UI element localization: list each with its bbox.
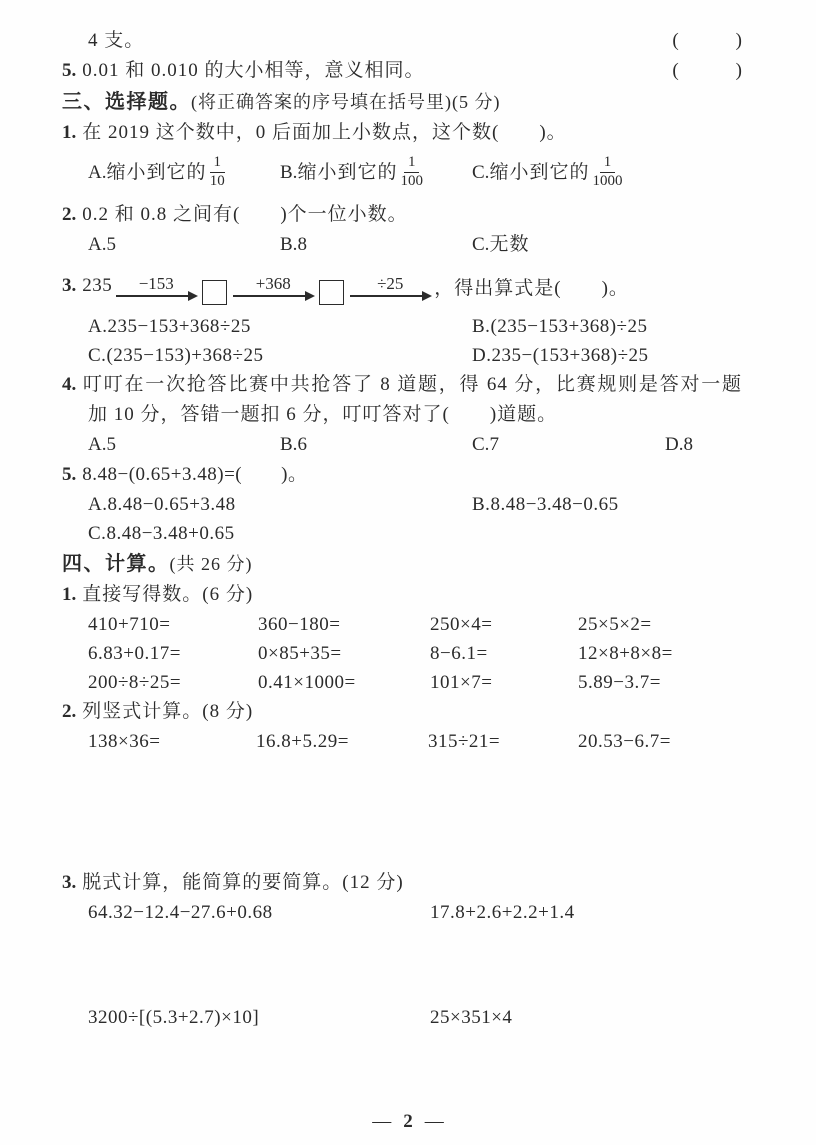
diagram-step-2	[233, 275, 313, 297]
option-a: A.235−153+368÷25	[88, 316, 251, 337]
judge-item-4	[62, 26, 742, 56]
right-arrow-icon	[233, 295, 313, 297]
calc-expression: 12×8+8×8=	[578, 643, 673, 664]
question-3-tail: ，得出算式是( )。	[434, 277, 629, 299]
option-b	[280, 156, 472, 192]
calc-part-1-number: 1.	[62, 584, 77, 605]
question-1-options	[62, 148, 742, 200]
calc-expression: 0.41×1000=	[258, 672, 356, 693]
diagram-step-3	[350, 275, 430, 297]
question-5-text: 8.48−(0.65+3.48)=( )。	[82, 464, 308, 485]
calc-part-3-number: 3.	[62, 872, 77, 893]
judge-item-4-answer-brackets: ( )	[672, 30, 742, 51]
step-calc-row-2	[62, 1003, 742, 1032]
calc-expression: 250×4=	[430, 614, 493, 635]
calc-part-1-text: 直接写得数。(6 分)	[82, 584, 254, 605]
question-4-line-1	[62, 370, 742, 400]
calc-expression: 25×5×2=	[578, 614, 652, 635]
calc-part-1-label	[62, 580, 742, 610]
step-calc-row-1	[62, 898, 742, 927]
question-2-text: 0.2 和 0.8 之间有( )个一位小数。	[82, 204, 408, 225]
option-c: C.7	[472, 434, 499, 455]
option-c: C.8.48−3.48+0.65	[88, 523, 235, 544]
fraction-1-100: $\frac{1}{100}$	[400, 154, 423, 189]
option-b: B.(235−153+368)÷25	[472, 316, 648, 337]
question-4-text-line-2: 加 10 分，答错一题扣 6 分，叮叮答对了( )道题。	[88, 404, 558, 425]
diagram-step-1	[116, 275, 196, 297]
judge-item-5-number: 5.	[62, 60, 77, 81]
calc-expression: 101×7=	[430, 672, 493, 693]
calc-expression: 138×36=	[88, 731, 161, 752]
section-3-header	[62, 86, 742, 118]
option-d: D.8	[665, 434, 693, 455]
footer-dash-right: —	[424, 1111, 444, 1132]
calc-expression: 17.8+2.6+2.2+1.4	[430, 902, 575, 923]
option-a: A.5	[88, 434, 116, 455]
arrow-label-plus-368: +368	[255, 274, 291, 293]
question-4-options	[62, 430, 742, 460]
calc-expression: 200÷8÷25=	[88, 672, 182, 693]
question-3	[62, 260, 742, 312]
question-4-number: 4.	[62, 374, 77, 395]
arrow-label-minus-153: −153	[138, 274, 174, 293]
option-c-label: C.	[472, 162, 490, 184]
option-a-text: 缩小到它的	[106, 162, 207, 184]
question-1	[62, 118, 742, 148]
right-arrow-icon	[116, 295, 196, 297]
question-3-options-row-1	[62, 312, 742, 341]
option-a	[88, 156, 280, 192]
judge-item-5-text: 0.01 和 0.010 的大小相等，意义相同。	[82, 60, 425, 81]
answer-box-1	[202, 280, 227, 305]
question-1-text: 在 2019 这个数中，0 后面加上小数点，这个数( )。	[82, 122, 567, 143]
question-5	[62, 460, 742, 490]
option-b: B.6	[280, 434, 307, 455]
option-c-text: 缩小到它的	[489, 162, 590, 184]
calc-expression: 360−180=	[258, 614, 341, 635]
judge-item-5	[62, 56, 742, 86]
section-4-header	[62, 548, 742, 580]
question-4-line-2	[62, 400, 742, 430]
question-4-text-line-1: 叮叮在一次抢答比赛中共抢答了 8 道题，得 64 分，比赛规则是答对一题	[82, 374, 742, 395]
option-d: D.235−(153+368)÷25	[472, 345, 649, 366]
fraction-1-10: $\frac{1}{10}$	[209, 154, 225, 189]
section-3-title: 三、选择题。	[62, 91, 191, 113]
page-footer	[0, 1111, 816, 1133]
option-b: B.8	[280, 234, 307, 255]
footer-dash-left: —	[372, 1111, 392, 1132]
column-calc-row	[62, 727, 742, 756]
calc-expression: 25×351×4	[430, 1007, 513, 1028]
calc-expression: 64.32−12.4−27.6+0.68	[88, 902, 273, 923]
page-number: 2	[403, 1111, 413, 1132]
direct-calc-row-2	[62, 639, 742, 668]
section-3-note: (将正确答案的序号填在括号里)(5 分)	[191, 92, 501, 112]
option-c: C.无数	[472, 234, 530, 255]
calc-part-2-label	[62, 697, 742, 727]
calc-expression: 315÷21=	[428, 731, 501, 752]
section-4-note: (共 26 分)	[169, 554, 253, 574]
calc-expression: 6.83+0.17=	[88, 643, 181, 664]
judge-item-5-answer-brackets: ( )	[672, 60, 742, 81]
calc-part-2-number: 2.	[62, 701, 77, 722]
direct-calc-row-1	[62, 610, 742, 639]
direct-calc-row-3	[62, 668, 742, 697]
judge-item-4-text: 4 支。	[88, 30, 145, 51]
question-3-options-row-2	[62, 341, 742, 370]
calc-expression: 0×85+35=	[258, 643, 342, 664]
diagram-start-value: 235	[82, 275, 113, 296]
question-2-options	[62, 230, 742, 260]
calc-expression: 16.8+5.29=	[256, 731, 349, 752]
question-2	[62, 200, 742, 230]
question-5-number: 5.	[62, 464, 77, 485]
fraction-1-1000: $\frac{1}{1000}$	[592, 154, 623, 189]
calc-expression: 410+710=	[88, 614, 171, 635]
question-3-number: 3.	[62, 275, 77, 296]
question-2-number: 2.	[62, 204, 77, 225]
calc-part-2-text: 列竖式计算。(8 分)	[82, 701, 254, 722]
arrow-label-divide-25: ÷25	[377, 274, 404, 293]
option-b-text: 缩小到它的	[297, 162, 398, 184]
judge-item-5-body	[62, 56, 425, 86]
option-c	[472, 156, 742, 192]
option-c: C.(235−153)+368÷25	[88, 345, 264, 366]
section-4-title: 四、计算。	[62, 553, 170, 575]
option-a: A.8.48−0.65+3.48	[88, 494, 236, 515]
option-a: A.5	[88, 234, 116, 255]
question-5-options-row-2	[62, 519, 742, 548]
calc-expression: 3200÷[(5.3+2.7)×10]	[88, 1007, 260, 1028]
option-b-label: B.	[280, 162, 298, 184]
calc-expression: 20.53−6.7=	[578, 731, 671, 752]
calc-expression: 5.89−3.7=	[578, 672, 661, 693]
answer-box-2	[319, 280, 344, 305]
question-1-number: 1.	[62, 122, 77, 143]
calc-part-3-label	[62, 868, 742, 898]
option-b: B.8.48−3.48−0.65	[472, 494, 619, 515]
option-a-label: A.	[88, 162, 107, 184]
calc-part-3-text: 脱式计算，能简算的要简算。(12 分)	[82, 872, 404, 893]
question-5-options-row-1	[62, 490, 742, 519]
right-arrow-icon	[350, 295, 430, 297]
calc-expression: 8−6.1=	[430, 643, 488, 664]
